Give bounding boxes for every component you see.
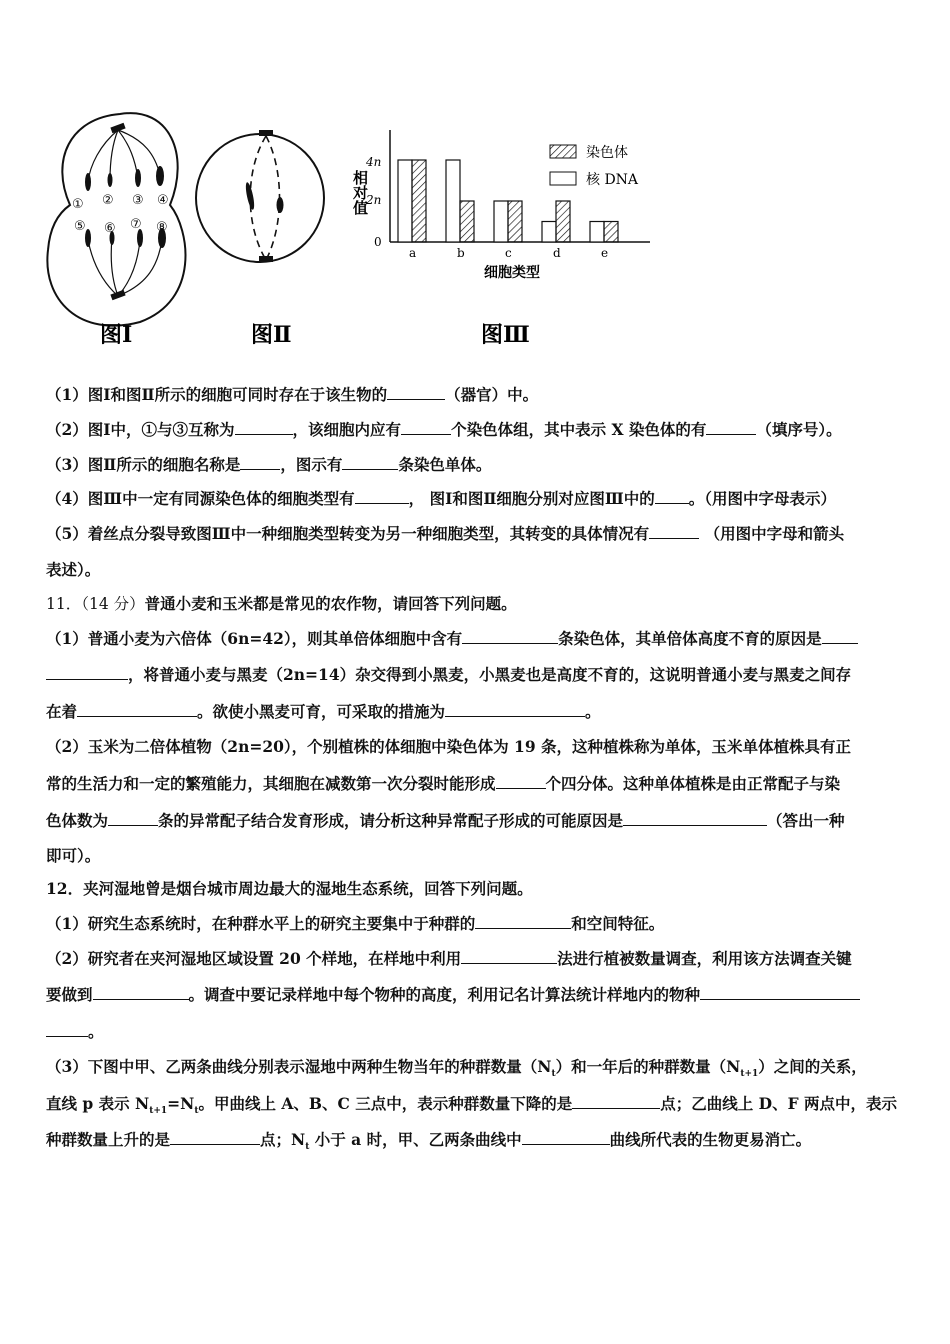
q10-part2 [46,418,910,441]
fig1-num-3: ③ [132,193,144,208]
x-tick-a: a [409,246,417,260]
q12-p3-text-i: 点；N [260,1130,306,1149]
q11-p1-text-f: 。 [585,702,601,721]
q12-p3-text-e: =N [167,1094,195,1113]
q12-part3-line1 [46,1056,910,1085]
q10-p3-blank-1[interactable] [240,453,280,470]
q12-p3-blank-3[interactable] [522,1128,610,1145]
q12-p2-blank-3b[interactable] [46,1020,88,1037]
fig2-cell-diagram [196,130,324,348]
q12-p3-sub-a: t [551,1069,556,1080]
fig2-label: 图Ⅱ [251,322,292,348]
q12-p2-text-c: 要做到 [46,985,93,1004]
chart-ytick-2n: 2n [366,193,382,207]
q11-p1-blank-3[interactable] [77,700,197,717]
q12-p3-sub-b: t+1 [740,1069,759,1080]
chart-ytick-4n: 4n [366,155,382,169]
q10-p3-blank-2[interactable] [342,453,398,470]
q11-p1-blank-4[interactable] [445,700,585,717]
legend-swatch-chromosome [550,145,576,158]
x-tick-e: e [601,246,609,260]
q10-p4-text-a: （4）图Ⅲ中一定有同源染色体的细胞类型有 [46,489,355,508]
q11-part2-line3 [46,809,910,832]
q12-p1-text-b: 和空间特征。 [571,914,665,933]
q10-p4-text-c: 。（用图中字母表示） [688,489,837,508]
q12-p2-blank-2[interactable] [93,983,189,1000]
q11-p2-text-d: 色体数为 [46,811,109,830]
q10-p2-text-b: ，该细胞内应有 [292,420,402,439]
q10-part5 [46,522,910,545]
q11-p1-text-c: ，将普通小麦与黑麦（2n=14）杂交得到小黑麦，小黑麦也是高度不育的，这说明普通小麦与黑麦之间存 [128,665,852,684]
q12-p2-blank-3a[interactable] [700,983,860,1000]
q12-p3-text-h: 种群数量上升的是 [46,1130,171,1149]
bar-dna-e [590,222,604,243]
chart-xlabel: 细胞类型 [484,265,540,281]
q12-p1-text-a: （1）研究生态系统时，在种群水平上的研究主要集中于种群的 [46,914,476,933]
q11-p1-text-a: （1）普通小麦为六倍体（6n=42），则其单倍体细胞中含有 [46,629,463,648]
q11-part1-line1 [46,627,910,650]
fig3-label: 图Ⅲ [481,322,530,348]
q12-part2-line3 [46,1020,910,1043]
fig1-cell-diagram [47,113,185,348]
q11-p1-text-d: 在着 [46,702,78,721]
q10-p3-text-b: ，图示有 [280,455,343,474]
chart-ytick-0: 0 [374,235,382,249]
x-tick-d: d [553,246,561,260]
q12-p3-text-a: （3）下图中甲、乙两条曲线分别表示湿地中两种生物当年的种群数量（N [46,1057,552,1076]
q12-p3-text-f: 。甲曲线上 A、B、C 三点中，表示种群数量下降的是 [198,1094,573,1113]
bar-chromosome-d [556,201,570,242]
q12-p3-text-j: 小于 a 时，甲、乙两条曲线中 [309,1130,522,1149]
q11-p2-text-e: 条的异常配子结合发育形成，请分析这种异常配子形成的可能原因是 [158,811,624,830]
q11-p2-blank-1[interactable] [496,772,546,789]
q10-p4-text-b: ， 图Ⅰ和图Ⅱ细胞分别对应图Ⅲ中的 [408,489,655,508]
chart-ylabel: 相对值 [351,170,369,215]
q10-p3-text-a: （3）图Ⅱ所示的细胞名称是 [46,455,241,474]
bar-chromosome-b [460,201,474,242]
q11-part1-line3 [46,700,910,723]
q12-part3-line3 [46,1128,910,1158]
q12-p2-text-e: 。 [88,1022,104,1041]
fig3-bar-chart [351,130,650,348]
bar-chromosome-c [508,201,522,242]
q11-p2-blank-3[interactable] [623,809,767,826]
q10-p2-blank-2[interactable] [401,418,451,435]
q10-p2-blank-1[interactable] [235,418,293,435]
q12-part2-line2 [46,983,910,1006]
bar-chromosome-a [412,160,426,242]
fig1-label: 图Ⅰ [100,322,133,348]
q11-number: 11．（14 分） [46,595,145,613]
q12-p3-sub-d: t+1 [149,1106,168,1117]
q12-p3-blank-2[interactable] [170,1128,260,1145]
figure-panel [40,100,920,360]
legend-label-dna: 核 DNA [586,172,639,188]
q11-part1-line2 [46,663,910,686]
q12-p2-text-a: （2）研究者在夹河湿地区域设置 20 个样地，在样地中利用 [46,949,462,968]
fig1-num-8: ⑧ [156,220,168,235]
q11-part2-line2 [46,772,910,795]
fig1-num-2: ② [102,193,114,208]
q11-p1-text-e: 。欲使小黑麦可育，可采取的措施为 [197,702,446,721]
q11-p2-text-c: 个四分体。这种单体植株是由正常配子与染 [545,774,841,793]
legend-label-chromosome: 染色体 [586,145,628,161]
q10-part5-cont [46,559,910,581]
bar-dna-a [398,160,412,242]
x-tick-b: b [457,246,465,260]
q10-p5-text-c: 表述）。 [46,560,101,579]
q12-heading-text: 12．夹河湿地曾是烟台城市周边最大的湿地生态系统，回答下列问题。 [46,879,533,898]
bar-dna-b [446,160,460,242]
q12-p3-sub-i: t [305,1142,310,1153]
bar-dna-d [542,222,556,243]
q11-p1-blank-2b[interactable] [46,663,128,680]
q11-p1-blank-1[interactable] [462,627,558,644]
q12-p1-blank[interactable] [475,912,571,929]
q11-p1-blank-2a[interactable] [822,627,858,644]
q12-p2-text-b: 法进行植被数量调查，利用该方法调查关键 [557,949,852,968]
q10-part4 [46,487,910,510]
fig1-num-6: ⑥ [104,221,116,236]
q12-part1 [46,912,910,935]
q12-part2-line1 [46,947,910,970]
q12-p3-text-d: 直线 p 表示 N [46,1094,150,1113]
q11-p2-text-a: （2）玉米为二倍体植物（2n=20），个别植株的体细胞中染色体为 19 条，这种植株称为单体，玉米单体植株具有正 [46,737,852,756]
x-tick-c: c [505,246,512,260]
q11-p2-text-g: 即可）。 [46,846,101,865]
q10-p4-blank-1[interactable] [355,487,409,504]
q12-heading [46,878,910,900]
q10-part3 [46,453,910,476]
q10-p1-text-end: （器官）中。 [445,385,539,404]
q10-p1-blank[interactable] [387,383,445,400]
q11-part2-line4 [46,845,910,867]
q10-p2-text-a: （2）图Ⅰ中，①与③互称为 [46,420,235,439]
q10-p5-text-a: （5）着丝点分裂导致图Ⅲ中一种细胞类型转变为另一种细胞类型，其转变的具体情况有 [46,524,650,543]
q10-part1 [46,383,910,406]
q11-p2-blank-2[interactable] [108,809,158,826]
q12-p3-text-c: ）之间的关系， [758,1057,867,1076]
legend-swatch-dna [550,172,576,185]
q12-p3-text-b: ）和一年后的种群数量（N [555,1057,741,1076]
q11-p1-text-b: 条染色体，其单倍体高度不育的原因是 [558,629,822,648]
q12-p3-sub-e: t [194,1106,199,1117]
q10-p5-blank[interactable] [649,522,699,539]
q10-p5-text-b: （用图中字母和箭头 [704,524,845,543]
fig1-num-5: ⑤ [74,219,86,234]
q11-p2-text-b: 常的生活力和一定的繁殖能力，其细胞在减数第一次分裂时能形成 [46,774,496,793]
q11-part2-line1 [46,736,910,758]
fig1-num-4: ④ [157,193,169,208]
q10-p2-text-d: （填序号）。 [756,420,842,439]
q11-p2-text-f: （答出一种 [767,811,845,830]
q11-heading-text: 普通小麦和玉米都是常见的农作物，请回答下列问题。 [144,594,517,613]
q11-heading [46,593,910,615]
q12-p3-blank-1[interactable] [572,1092,660,1109]
bar-chromosome-e [604,222,618,243]
fig1-num-1: ① [72,197,84,212]
q12-p3-text-g: 点；乙曲线上 D、F 两点中，表示 [660,1094,898,1113]
q12-part3-line2 [46,1092,910,1122]
fig1-num-7: ⑦ [130,217,142,232]
q10-p3-text-c: 条染色单体。 [398,455,492,474]
q10-p4-blank-2[interactable] [655,487,689,504]
q12-p2-text-d: 。调查中要记录样地中每个物种的高度，利用记名计算法统计样地内的物种 [188,985,701,1004]
q10-p2-blank-3[interactable] [706,418,756,435]
q12-p2-blank-1[interactable] [461,947,557,964]
q10-p1-text: （1）图Ⅰ和图Ⅱ所示的细胞可同时存在于该生物的 [46,385,388,404]
q12-p3-text-k: 曲线所代表的生物更易消亡。 [609,1130,812,1149]
q10-p2-text-c: 个染色体组，其中表示 X 染色体的有 [451,420,707,439]
bar-dna-c [494,201,508,242]
